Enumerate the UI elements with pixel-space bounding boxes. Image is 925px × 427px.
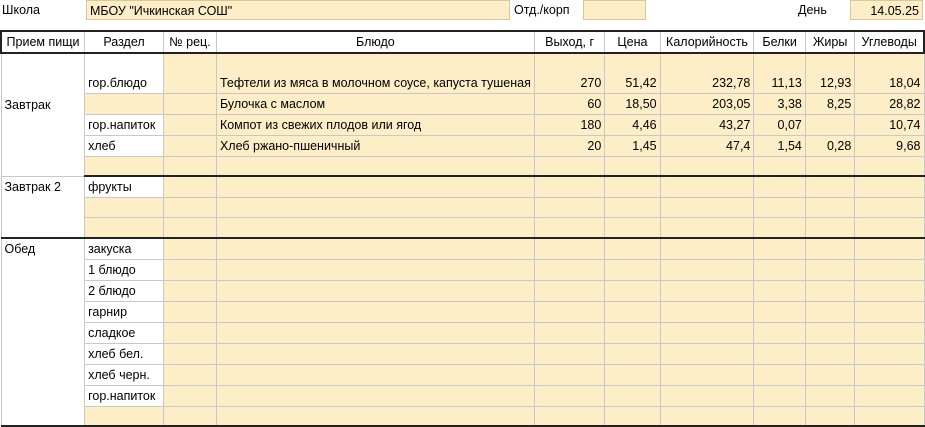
protein-cell[interactable] bbox=[754, 280, 805, 301]
section-cell[interactable]: хлеб бел. bbox=[85, 343, 164, 364]
protein-cell[interactable] bbox=[754, 322, 805, 343]
protein-cell[interactable] bbox=[754, 301, 805, 322]
fat-cell[interactable]: 0,28 bbox=[805, 135, 854, 156]
price-cell[interactable] bbox=[605, 385, 660, 406]
yield-cell[interactable] bbox=[534, 238, 604, 260]
fat-cell[interactable] bbox=[805, 218, 854, 238]
fat-cell[interactable] bbox=[805, 385, 854, 406]
kcal-cell[interactable] bbox=[660, 406, 754, 426]
protein-cell[interactable] bbox=[754, 218, 805, 238]
price-cell[interactable]: 18,50 bbox=[605, 93, 660, 114]
price-cell[interactable]: 1,45 bbox=[605, 135, 660, 156]
fat-cell[interactable] bbox=[805, 156, 854, 176]
dish-cell[interactable] bbox=[216, 280, 534, 301]
kcal-cell[interactable]: 47,4 bbox=[660, 135, 754, 156]
col-header-carbs[interactable]: Углеводы bbox=[855, 31, 924, 53]
dish-cell[interactable] bbox=[216, 218, 534, 238]
section-cell[interactable]: гор.блюдо bbox=[85, 53, 164, 93]
price-cell[interactable] bbox=[605, 218, 660, 238]
yield-cell[interactable]: 270 bbox=[534, 53, 604, 93]
dish-cell[interactable] bbox=[216, 156, 534, 176]
yield-cell[interactable] bbox=[534, 343, 604, 364]
carbs-cell[interactable] bbox=[855, 385, 924, 406]
table-row bbox=[1, 280, 924, 301]
price-cell[interactable] bbox=[605, 156, 660, 176]
dept-field[interactable] bbox=[583, 0, 646, 20]
school-field[interactable]: МБОУ "Ичкинская СОШ" bbox=[86, 0, 510, 20]
table-row bbox=[1, 322, 924, 343]
price-cell[interactable] bbox=[605, 406, 660, 426]
carbs-cell[interactable] bbox=[855, 176, 924, 198]
section-cell[interactable]: гарнир bbox=[85, 301, 164, 322]
dish-cell[interactable]: Компот из свежих плодов или ягод bbox=[216, 114, 534, 135]
price-cell[interactable]: 51,42 bbox=[605, 53, 660, 93]
section-cell[interactable] bbox=[85, 198, 164, 218]
price-cell[interactable] bbox=[605, 238, 660, 260]
fat-cell[interactable]: 8,25 bbox=[805, 93, 854, 114]
dish-cell[interactable] bbox=[216, 198, 534, 218]
table-row bbox=[1, 93, 924, 114]
table-row bbox=[1, 385, 924, 406]
recipe-cell[interactable] bbox=[163, 176, 216, 198]
kcal-cell[interactable] bbox=[660, 322, 754, 343]
recipe-cell[interactable] bbox=[163, 301, 216, 322]
yield-cell[interactable] bbox=[534, 322, 604, 343]
col-header-dish[interactable]: Блюдо bbox=[216, 31, 534, 53]
kcal-cell[interactable] bbox=[660, 176, 754, 198]
protein-cell[interactable]: 0,07 bbox=[754, 114, 805, 135]
section-cell[interactable]: 2 блюдо bbox=[85, 280, 164, 301]
protein-cell[interactable] bbox=[754, 259, 805, 280]
yield-cell[interactable]: 180 bbox=[534, 114, 604, 135]
carbs-cell[interactable] bbox=[855, 343, 924, 364]
yield-cell[interactable] bbox=[534, 301, 604, 322]
yield-cell[interactable] bbox=[534, 385, 604, 406]
kcal-cell[interactable] bbox=[660, 385, 754, 406]
table-row bbox=[1, 176, 924, 198]
dish-cell[interactable]: Тефтели из мяса в молочном соусе, капуста тушеная bbox=[216, 53, 534, 93]
yield-cell[interactable]: 60 bbox=[534, 93, 604, 114]
table-row bbox=[1, 218, 924, 238]
yield-cell[interactable] bbox=[534, 198, 604, 218]
recipe-cell[interactable] bbox=[163, 156, 216, 176]
section-cell[interactable]: закуска bbox=[85, 238, 164, 260]
section-cell[interactable] bbox=[85, 218, 164, 238]
section-cell[interactable]: гор.напиток bbox=[85, 114, 164, 135]
carbs-cell[interactable]: 10,74 bbox=[855, 114, 924, 135]
recipe-cell[interactable] bbox=[163, 322, 216, 343]
protein-cell[interactable] bbox=[754, 176, 805, 198]
fat-cell[interactable] bbox=[805, 364, 854, 385]
yield-cell[interactable] bbox=[534, 280, 604, 301]
carbs-cell[interactable] bbox=[855, 238, 924, 260]
recipe-cell[interactable] bbox=[163, 238, 216, 260]
school-label: Школа bbox=[2, 3, 40, 17]
protein-cell[interactable] bbox=[754, 238, 805, 260]
menu-table bbox=[0, 30, 925, 427]
table-row bbox=[1, 156, 924, 176]
yield-cell[interactable] bbox=[534, 259, 604, 280]
recipe-cell[interactable] bbox=[163, 135, 216, 156]
table-row bbox=[1, 198, 924, 218]
recipe-cell[interactable] bbox=[163, 198, 216, 218]
table-row bbox=[1, 114, 924, 135]
recipe-cell[interactable] bbox=[163, 280, 216, 301]
fat-cell[interactable] bbox=[805, 301, 854, 322]
yield-cell[interactable]: 20 bbox=[534, 135, 604, 156]
table-row bbox=[1, 238, 924, 260]
recipe-cell[interactable] bbox=[163, 343, 216, 364]
dish-cell[interactable] bbox=[216, 259, 534, 280]
price-cell[interactable] bbox=[605, 176, 660, 198]
kcal-cell[interactable]: 43,27 bbox=[660, 114, 754, 135]
column-header-row bbox=[1, 31, 924, 53]
fat-cell[interactable] bbox=[805, 406, 854, 426]
price-cell[interactable] bbox=[605, 322, 660, 343]
protein-cell[interactable]: 1,54 bbox=[754, 135, 805, 156]
col-header-section[interactable]: Раздел bbox=[85, 31, 164, 53]
col-header-yield[interactable]: Выход, г bbox=[534, 31, 604, 53]
kcal-cell[interactable] bbox=[660, 198, 754, 218]
yield-cell[interactable] bbox=[534, 176, 604, 198]
carbs-cell[interactable]: 18,04 bbox=[855, 53, 924, 93]
section-cell[interactable] bbox=[85, 156, 164, 176]
dish-cell[interactable] bbox=[216, 238, 534, 260]
section-cell[interactable]: сладкое bbox=[85, 322, 164, 343]
meal-cell-lunch[interactable]: Обед bbox=[1, 238, 85, 427]
fat-cell[interactable] bbox=[805, 343, 854, 364]
carbs-cell[interactable] bbox=[855, 218, 924, 238]
carbs-cell[interactable] bbox=[855, 280, 924, 301]
carbs-cell[interactable] bbox=[855, 156, 924, 176]
carbs-cell[interactable]: 9,68 bbox=[855, 135, 924, 156]
col-header-price[interactable]: Цена bbox=[605, 31, 660, 53]
price-cell[interactable] bbox=[605, 343, 660, 364]
carbs-cell[interactable] bbox=[855, 301, 924, 322]
carbs-cell[interactable] bbox=[855, 322, 924, 343]
table-row bbox=[1, 343, 924, 364]
dish-cell[interactable] bbox=[216, 301, 534, 322]
fat-cell[interactable] bbox=[805, 322, 854, 343]
col-header-kcal[interactable]: Калорийность bbox=[660, 31, 754, 53]
yield-cell[interactable] bbox=[534, 218, 604, 238]
section-cell[interactable]: хлеб черн. bbox=[85, 364, 164, 385]
dish-cell[interactable]: Булочка с маслом bbox=[216, 93, 534, 114]
kcal-cell[interactable] bbox=[660, 343, 754, 364]
yield-cell[interactable] bbox=[534, 406, 604, 426]
kcal-cell[interactable] bbox=[660, 238, 754, 260]
protein-cell[interactable] bbox=[754, 156, 805, 176]
recipe-cell[interactable] bbox=[163, 364, 216, 385]
protein-cell[interactable] bbox=[754, 364, 805, 385]
kcal-cell[interactable]: 203,05 bbox=[660, 93, 754, 114]
table-row bbox=[1, 364, 924, 385]
kcal-cell[interactable] bbox=[660, 280, 754, 301]
recipe-cell[interactable] bbox=[163, 53, 216, 93]
recipe-cell[interactable] bbox=[163, 385, 216, 406]
kcal-cell[interactable]: 232,78 bbox=[660, 53, 754, 93]
dish-cell[interactable] bbox=[216, 343, 534, 364]
protein-cell[interactable]: 11,13 bbox=[754, 53, 805, 93]
section-cell[interactable]: 1 блюдо bbox=[85, 259, 164, 280]
recipe-cell[interactable] bbox=[163, 93, 216, 114]
dish-cell[interactable] bbox=[216, 406, 534, 426]
protein-cell[interactable] bbox=[754, 385, 805, 406]
carbs-cell[interactable] bbox=[855, 259, 924, 280]
recipe-cell[interactable] bbox=[163, 259, 216, 280]
section-cell[interactable] bbox=[85, 406, 164, 426]
price-cell[interactable] bbox=[605, 198, 660, 218]
fat-cell[interactable] bbox=[805, 238, 854, 260]
section-cell[interactable]: фрукты bbox=[85, 176, 164, 198]
carbs-cell[interactable] bbox=[855, 198, 924, 218]
col-header-recipe[interactable]: № рец. bbox=[163, 31, 216, 53]
fat-cell[interactable] bbox=[805, 176, 854, 198]
day-label: День bbox=[798, 3, 827, 17]
carbs-cell[interactable] bbox=[855, 364, 924, 385]
price-cell[interactable] bbox=[605, 301, 660, 322]
dish-cell[interactable] bbox=[216, 176, 534, 198]
kcal-cell[interactable] bbox=[660, 301, 754, 322]
section-cell[interactable]: гор.напиток bbox=[85, 385, 164, 406]
fat-cell[interactable] bbox=[805, 114, 854, 135]
protein-cell[interactable] bbox=[754, 198, 805, 218]
price-cell[interactable] bbox=[605, 259, 660, 280]
protein-cell[interactable]: 3,38 bbox=[754, 93, 805, 114]
recipe-cell[interactable] bbox=[163, 406, 216, 426]
dept-label: Отд./корп bbox=[514, 3, 570, 17]
yield-cell[interactable] bbox=[534, 156, 604, 176]
dish-cell[interactable]: Хлеб ржано-пшеничный bbox=[216, 135, 534, 156]
price-cell[interactable] bbox=[605, 280, 660, 301]
dish-cell[interactable] bbox=[216, 364, 534, 385]
dish-cell[interactable] bbox=[216, 385, 534, 406]
section-cell[interactable]: хлеб bbox=[85, 135, 164, 156]
fat-cell[interactable] bbox=[805, 198, 854, 218]
col-header-fat[interactable]: Жиры bbox=[805, 31, 854, 53]
protein-cell[interactable] bbox=[754, 406, 805, 426]
table-row bbox=[1, 301, 924, 322]
carbs-cell[interactable] bbox=[855, 406, 924, 426]
day-field[interactable]: 14.05.25 bbox=[850, 0, 923, 20]
table-row bbox=[1, 259, 924, 280]
price-cell[interactable]: 4,46 bbox=[605, 114, 660, 135]
col-header-meal[interactable]: Прием пищи bbox=[1, 31, 85, 53]
col-header-protein[interactable]: Белки bbox=[754, 31, 805, 53]
table-row bbox=[1, 53, 924, 93]
kcal-cell[interactable] bbox=[660, 218, 754, 238]
price-cell[interactable] bbox=[605, 364, 660, 385]
fat-cell[interactable]: 12,93 bbox=[805, 53, 854, 93]
recipe-cell[interactable] bbox=[163, 218, 216, 238]
yield-cell[interactable] bbox=[534, 364, 604, 385]
carbs-cell[interactable]: 28,82 bbox=[855, 93, 924, 114]
meal-cell-breakfast2[interactable]: Завтрак 2 bbox=[1, 176, 85, 238]
protein-cell[interactable] bbox=[754, 343, 805, 364]
kcal-cell[interactable] bbox=[660, 156, 754, 176]
meal-cell-breakfast[interactable]: Завтрак bbox=[1, 53, 85, 176]
recipe-cell[interactable] bbox=[163, 114, 216, 135]
table-row bbox=[1, 406, 924, 426]
section-cell[interactable] bbox=[85, 93, 164, 114]
kcal-cell[interactable] bbox=[660, 259, 754, 280]
fat-cell[interactable] bbox=[805, 280, 854, 301]
dish-cell[interactable] bbox=[216, 322, 534, 343]
table-row bbox=[1, 135, 924, 156]
fat-cell[interactable] bbox=[805, 259, 854, 280]
kcal-cell[interactable] bbox=[660, 364, 754, 385]
